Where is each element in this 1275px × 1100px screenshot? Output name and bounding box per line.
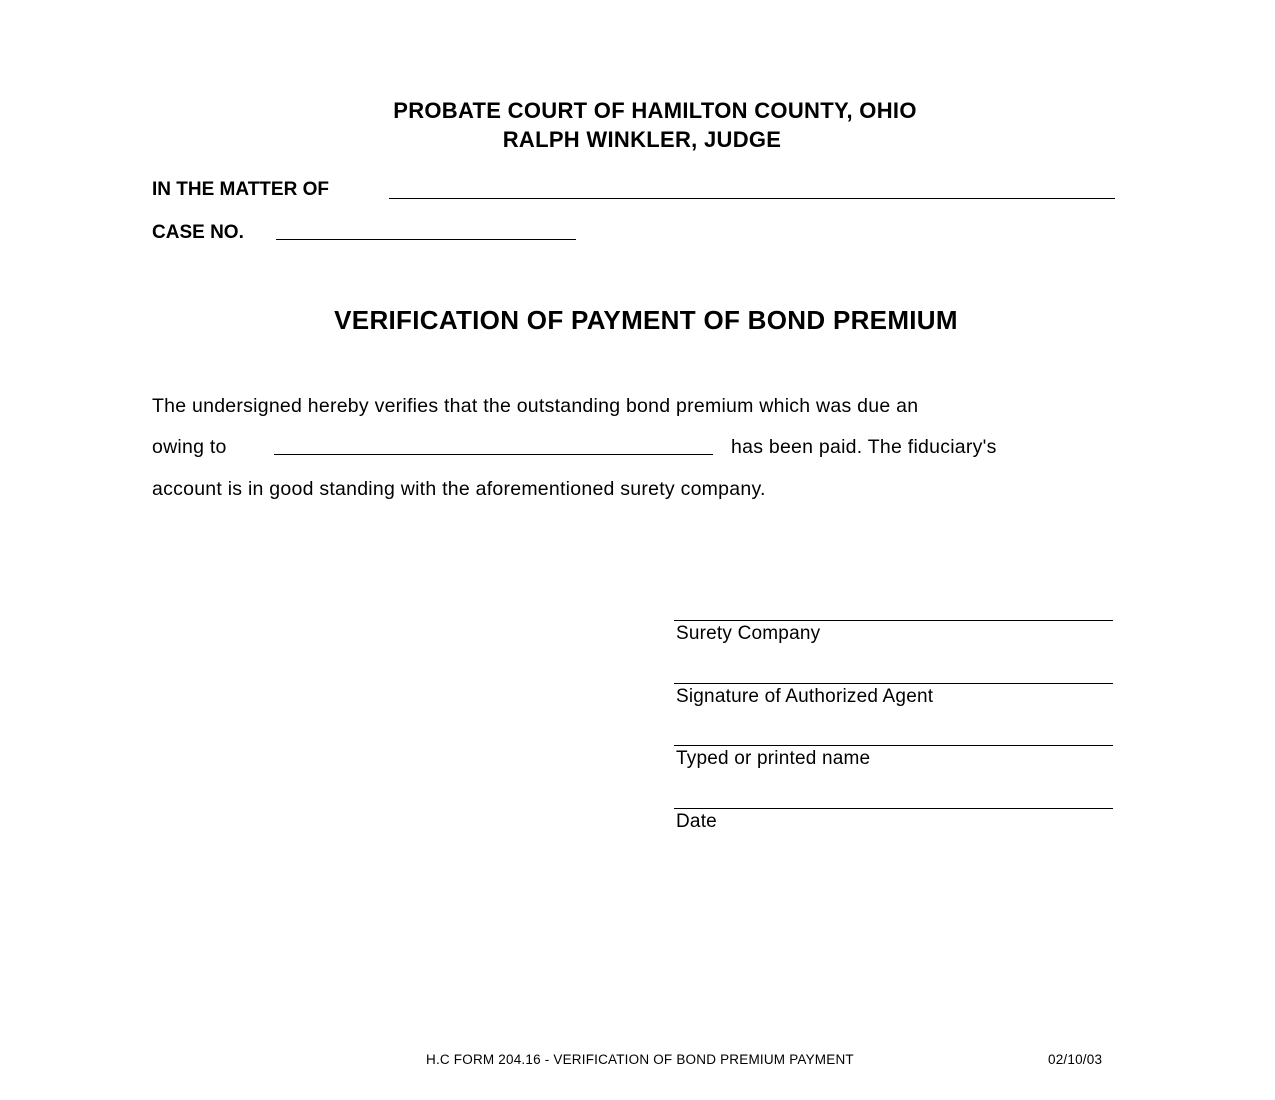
judge-name: RALPH WINKLER, JUDGE [502,127,782,152]
owing-to-input-line[interactable] [274,454,713,455]
matter-label: IN THE MATTER OF [152,179,329,200]
date-label: Date [676,811,717,832]
printed-name-line[interactable] [674,745,1113,746]
owing-to-label: owing to [152,436,227,458]
footer-revision-date: 02/10/03 [1048,1052,1103,1067]
signature-line[interactable] [674,683,1113,684]
surety-company-line[interactable] [674,620,1113,621]
body-line-1: The undersigned hereby verifies that the outstanding bond premium which was due an [152,395,919,417]
matter-input-line[interactable] [389,198,1115,199]
case-number-label: CASE NO. [152,222,244,243]
printed-name-label: Typed or printed name [676,748,871,769]
case-number-input-line[interactable] [276,239,576,240]
footer-form-id: H.C FORM 204.16 - VERIFICATION OF BOND PREMIUM PAYMENT [426,1052,854,1067]
body-line-3: account is in good standing with the aforementioned surety company. [152,478,766,500]
surety-company-label: Surety Company [676,623,821,644]
court-title: PROBATE COURT OF HAMILTON COUNTY, OHIO [393,98,917,123]
date-line[interactable] [674,808,1113,809]
signature-label: Signature of Authorized Agent [676,686,934,707]
paid-text: has been paid. The fiduciary's [731,436,997,458]
form-title: VERIFICATION OF PAYMENT OF BOND PREMIUM [334,305,958,335]
